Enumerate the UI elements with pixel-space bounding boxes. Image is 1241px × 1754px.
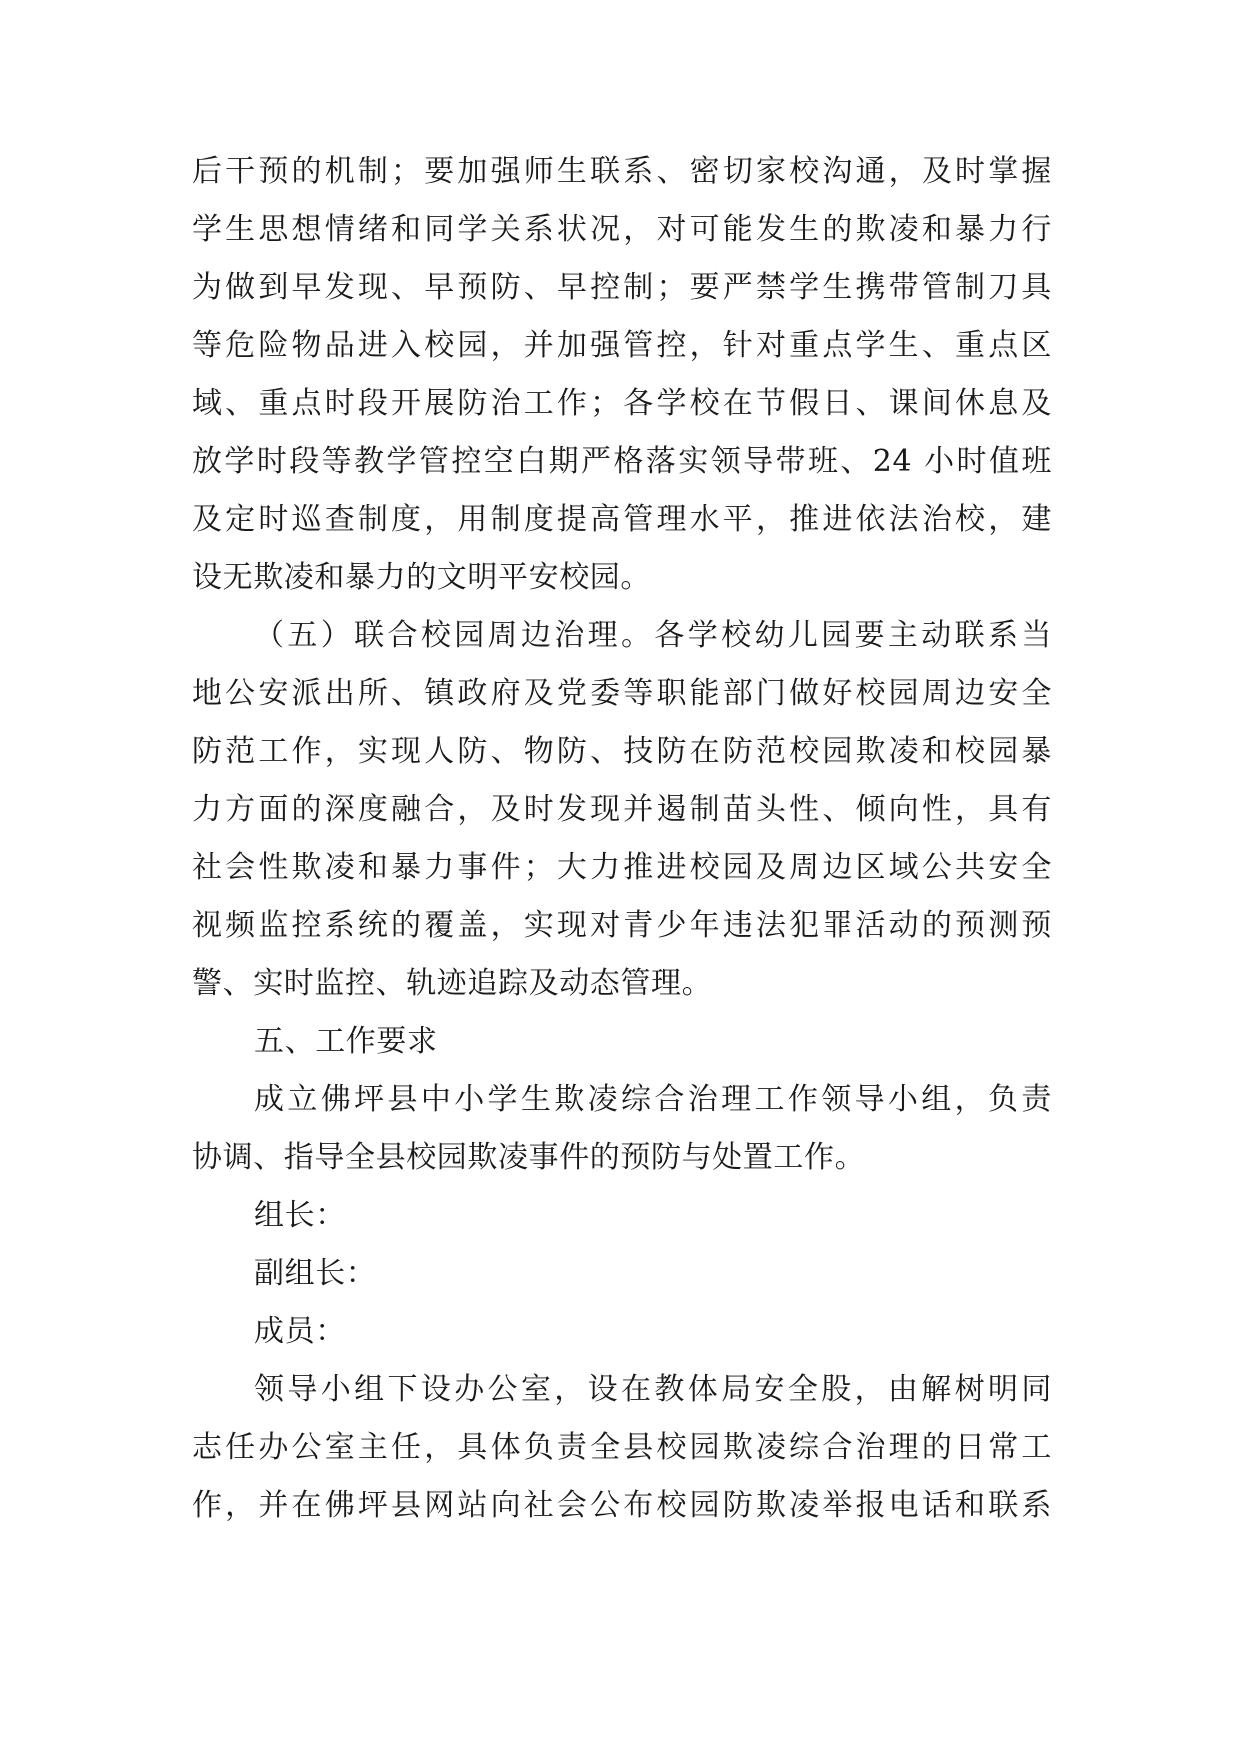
body-text-line: 设无欺凌和暴力的文明平安校园。 xyxy=(192,560,651,595)
deputy-leader-label: 副组长： xyxy=(254,1256,377,1291)
body-text-line: 及定时巡查制度，用制度提高管理水平，推进依法治校，建 xyxy=(192,502,1052,537)
body-text-line: 地公安派出所、镇政府及党委等职能部门做好校园周边安全 xyxy=(192,676,1052,711)
body-text-line: 成立佛坪县中小学生欺凌综合治理工作领导小组，负责 xyxy=(254,1082,1052,1117)
body-text-line: 防范工作，实现人防、物防、技防在防范校园欺凌和校园暴 xyxy=(192,734,1052,769)
section-paragraph-start: （五）联合校园周边治理。各学校幼儿园要主动联系当 xyxy=(254,618,1052,653)
body-text-line: 作，并在佛坪县网站向社会公布校园防欺凌举报电话和联系 xyxy=(192,1488,1052,1523)
section-heading: 五、工作要求 xyxy=(254,1024,438,1059)
body-text-line: 放学时段等教学管控空白期严格落实领导带班、24 小时值班 xyxy=(192,444,1052,479)
body-text-line: 等危险物品进入校园，并加强管控，针对重点学生、重点区 xyxy=(192,328,1052,363)
body-text-line: 学生思想情绪和同学关系状况，对可能发生的欺凌和暴力行 xyxy=(192,212,1052,247)
body-text-line: 力方面的深度融合，及时发现并遏制苗头性、倾向性，具有 xyxy=(192,792,1052,827)
group-leader-label: 组长： xyxy=(254,1198,346,1233)
body-text-line: 领导小组下设办公室，设在教体局安全股，由解树明同 xyxy=(254,1372,1052,1407)
body-text-line: 志任办公室主任，具体负责全县校园欺凌综合治理的日常工 xyxy=(192,1430,1052,1465)
body-text-line: 协调、指导全县校园欺凌事件的预防与处置工作。 xyxy=(192,1140,866,1175)
body-text-line: 域、重点时段开展防治工作；各学校在节假日、课间休息及 xyxy=(192,386,1052,421)
members-label: 成员： xyxy=(254,1314,346,1349)
body-text-line: 为做到早发现、早预防、早控制；要严禁学生携带管制刀具 xyxy=(192,270,1052,305)
body-text-line: 警、实时监控、轨迹追踪及动态管理。 xyxy=(192,966,713,1001)
body-text-line: 后干预的机制；要加强师生联系、密切家校沟通，及时掌握 xyxy=(192,154,1052,189)
body-text-line: 社会性欺凌和暴力事件；大力推进校园及周边区域公共安全 xyxy=(192,850,1052,885)
body-text-line: 视频监控系统的覆盖，实现对青少年违法犯罪活动的预测预 xyxy=(192,908,1052,943)
